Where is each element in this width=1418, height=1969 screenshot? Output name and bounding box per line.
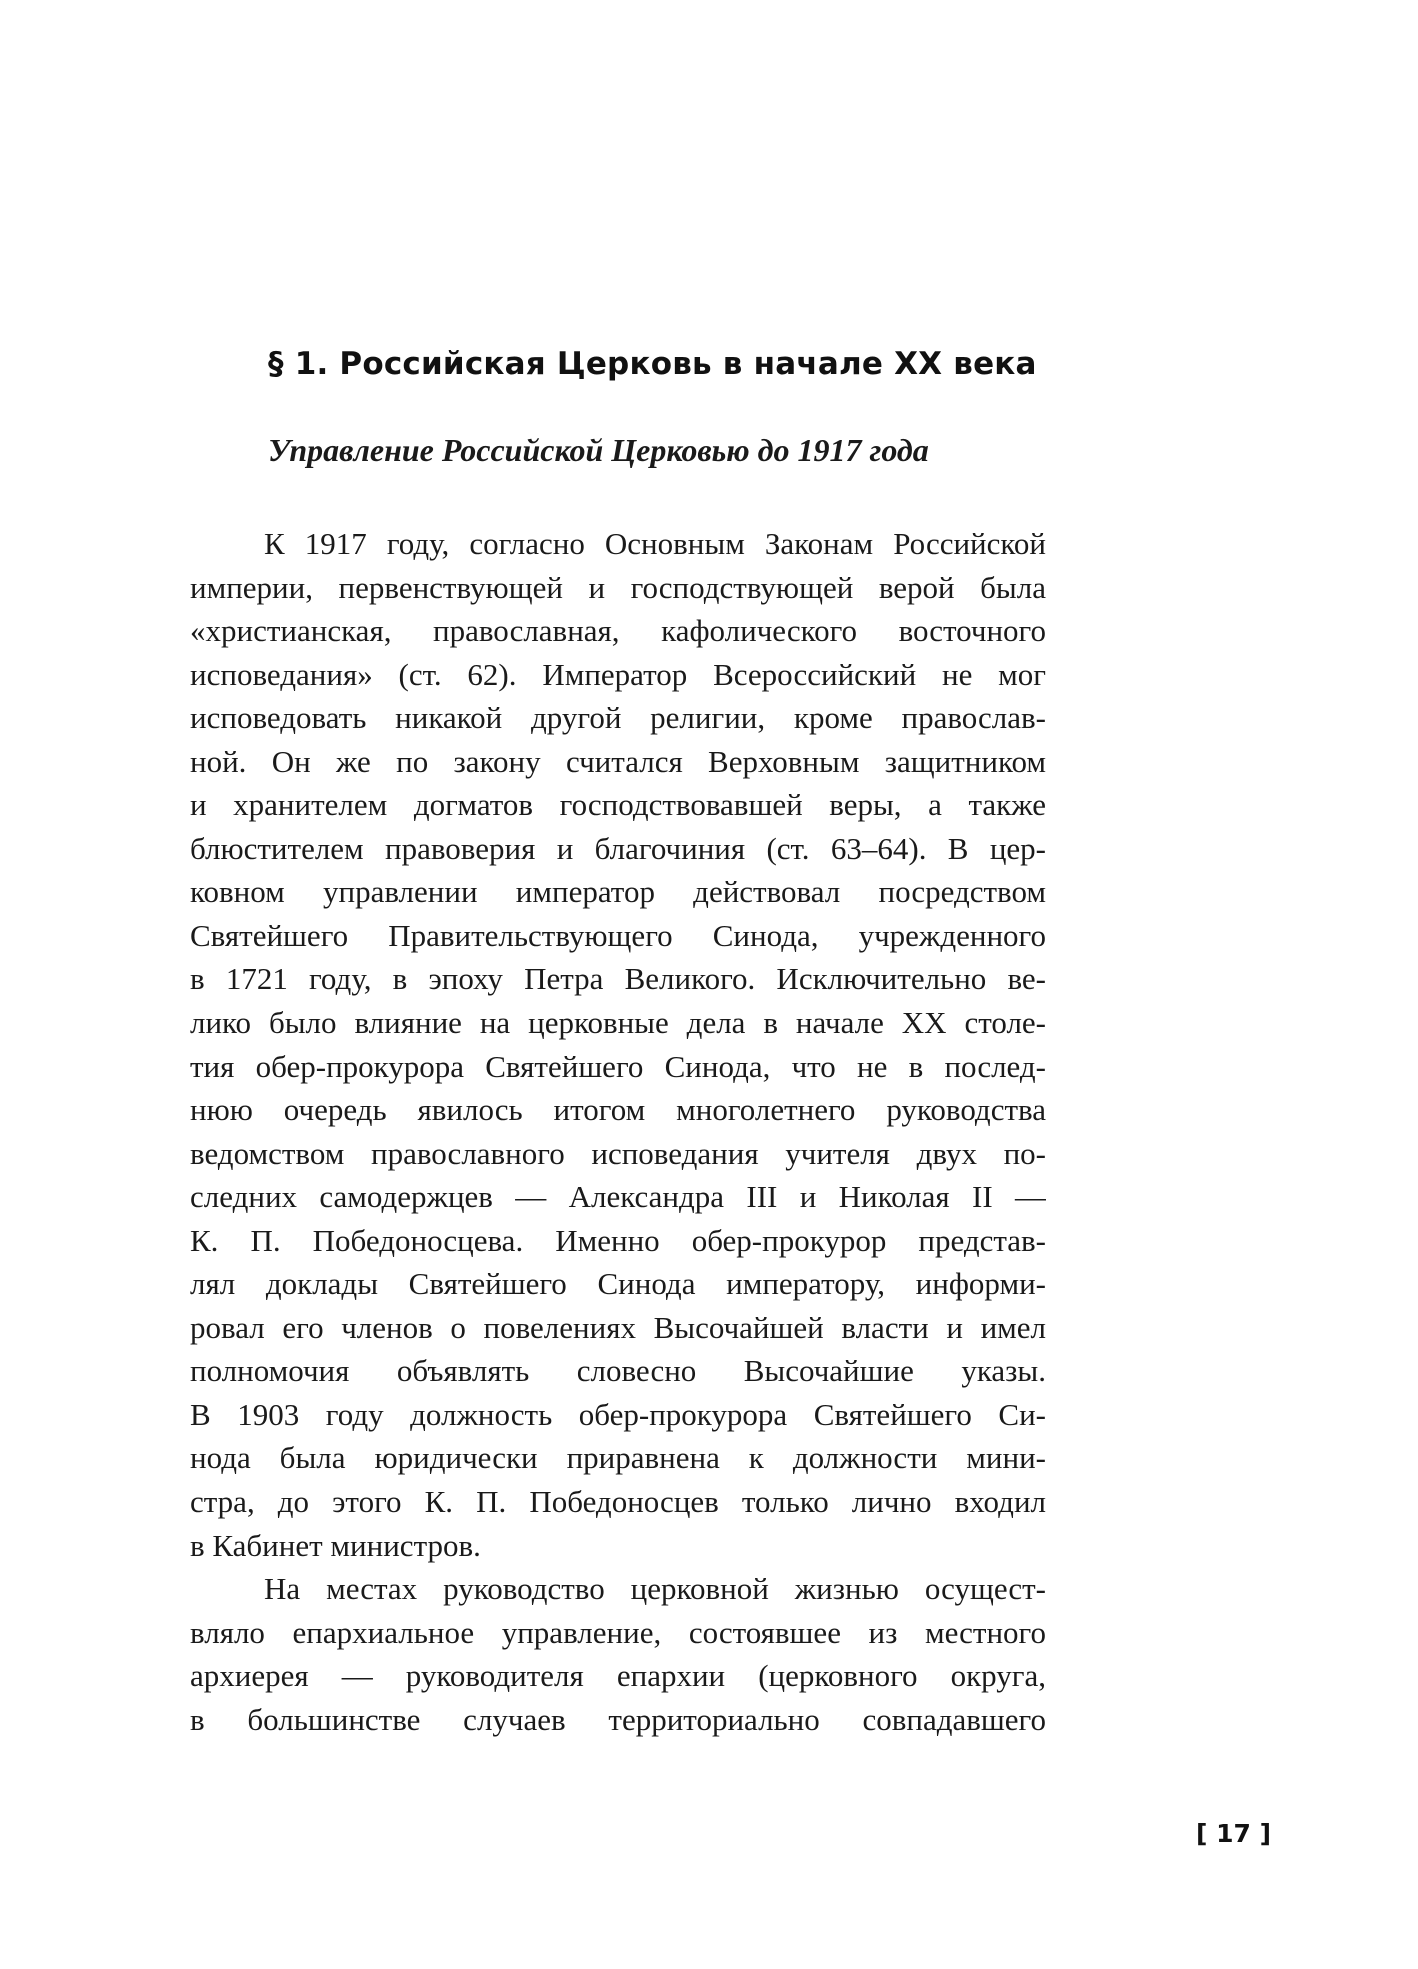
text-line: ведомством православного исповедания учителя двух по- (190, 1135, 1046, 1171)
text-line: ровал его членов о повелениях Высочайшей власти и имел (190, 1309, 1046, 1345)
text-line: и хранителем догматов господствовавшей веры, а также (190, 787, 1046, 823)
page-number: [ 17 ] (1196, 1819, 1272, 1848)
text-line: лико было влияние на церковные дела в начале XX столе- (190, 1005, 1046, 1041)
text-line: блюстителем правоверия и благочиния (ст. 63–64). В цер- (190, 830, 1046, 866)
text-line: нода была юридически приравнена к должности мини- (190, 1440, 1046, 1476)
text-line: нюю очередь явилось итогом многолетнего руководства (190, 1092, 1046, 1128)
text-line: К 1917 году, согласно Основным Законам Российской (264, 526, 1046, 561)
text-line: архиерея — руководителя епархии (церковного округа, (190, 1658, 1046, 1694)
text-line: в большинстве случаев территориально совпадавшего (190, 1701, 1046, 1737)
text-line: вляло епархиальное управление, состоявшее из местного (190, 1614, 1046, 1650)
text-line: в Кабинет министров. (190, 1527, 481, 1563)
body-text (190, 522, 1046, 1741)
text-line: в 1721 году, в эпоху Петра Великого. Исключительно ве- (190, 961, 1046, 997)
text-line: исповедания» (ст. 62). Император Всероссийский не мог (190, 656, 1046, 692)
text-line: ковном управлении император действовал посредством (190, 874, 1046, 910)
paragraph-1 (190, 522, 1046, 1567)
text-line: полномочия объявлять словесно Высочайшие указы. (190, 1353, 1046, 1389)
text-line: Святейшего Правительствующего Синода, учрежденного (190, 917, 1046, 953)
text-line: империи, первенствующей и господствующей верой была (190, 569, 1046, 605)
text-line: стра, до этого К. П. Победоносцев только лично входил (190, 1484, 1046, 1520)
text-line: следних самодержцев — Александра III и Николая II — (190, 1179, 1046, 1215)
text-line: На местах руководство церковной жизнью осущест- (264, 1571, 1046, 1607)
section-subheading: Управление Российской Церковью до 1917 года (268, 432, 929, 468)
text-line: лял доклады Святейшего Синода императору, информи- (190, 1266, 1046, 1302)
text-line: «христианская, православная, кафолического восточного (190, 613, 1046, 649)
text-line: В 1903 году должность обер-прокурора Святейшего Си- (190, 1396, 1046, 1432)
text-line: К. П. Победоносцева. Именно обер-прокурор представ- (190, 1222, 1046, 1258)
section-heading: § 1. Российская Церковь в начале XX века (268, 346, 1037, 382)
text-line: исповедовать никакой другой религии, кроме православ- (190, 700, 1046, 736)
text-line: ной. Он же по закону считался Верховным защитником (190, 743, 1046, 779)
paragraph-2 (190, 1567, 1046, 1741)
text-line: тия обер-прокурора Святейшего Синода, что не в послед- (190, 1048, 1046, 1084)
